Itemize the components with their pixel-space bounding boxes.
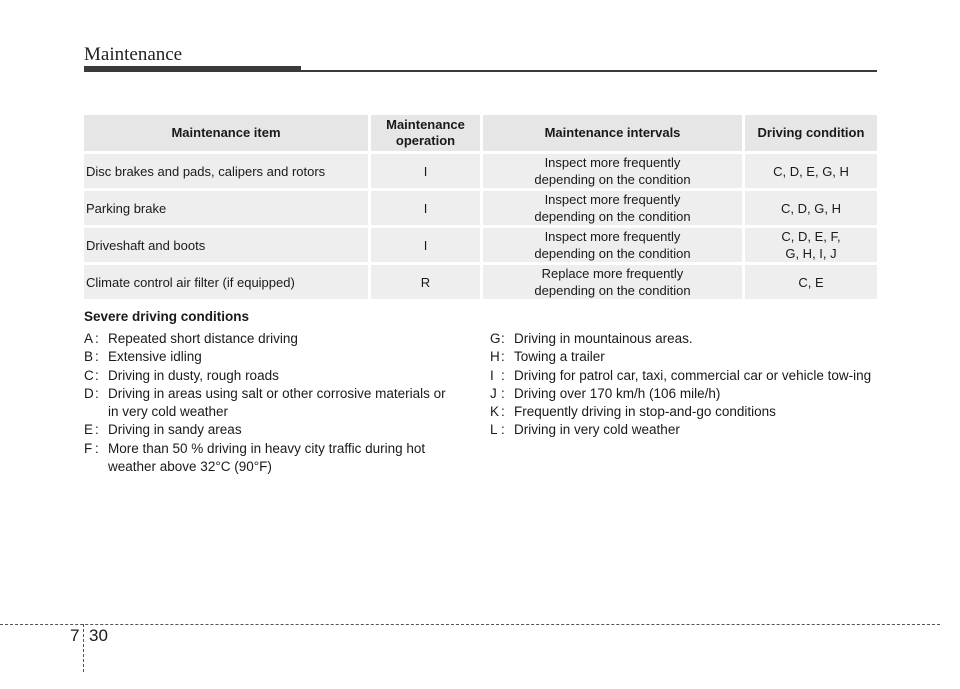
list-item: C : Driving in dusty, rough roads [84, 367, 454, 385]
list-item: E : Driving in sandy areas [84, 421, 454, 439]
condition-text: More than 50 % driving in heavy city traffic during hot weather above 32°C (90°F) [108, 440, 426, 475]
cell-operation: I [371, 154, 483, 188]
interval-line: depending on the condition [534, 246, 691, 261]
condition-letter: I [490, 367, 494, 383]
list-item: A : Repeated short distance driving [84, 330, 454, 348]
cell-item: Climate control air filter (if equipped) [84, 265, 371, 299]
conditions-list-left [84, 330, 454, 476]
list-item: L : Driving in very cold weather [490, 421, 878, 439]
list-item: D : Driving in areas using salt or other corrosive materials or in very cold weather [84, 385, 454, 422]
column-header-operation: Maintenance operation [371, 115, 483, 151]
condition-text: Towing a trailer [514, 349, 605, 365]
cell-operation: I [371, 228, 483, 262]
header-accent-bar [84, 66, 301, 72]
condition-text: Repeated short distance driving [108, 331, 298, 346]
condition-text: Driving in dusty, rough roads [108, 367, 279, 383]
cell-interval [483, 191, 745, 225]
cell-operation: I [371, 191, 483, 225]
severe-conditions-title: Severe driving conditions [84, 309, 250, 324]
column-header-item: Maintenance item [84, 115, 371, 151]
interval-line: depending on the condition [534, 172, 691, 187]
cell-item: Driveshaft and boots [84, 228, 371, 262]
cell-operation: R [371, 265, 483, 299]
conditions-list-right [490, 330, 878, 440]
list-item: F : More than 50 % driving in heavy city traffic during hot weather above 32°C (90°F) [84, 440, 454, 477]
table-row [84, 154, 877, 188]
table-row [84, 191, 877, 225]
list-item: J : Driving over 170 km/h (106 mile/h) [490, 385, 878, 403]
chapter-number: 7 [70, 626, 80, 645]
list-item: G : Driving in mountainous areas. [490, 330, 878, 348]
interval-line: Replace more frequently [541, 266, 684, 281]
cell-item: Parking brake [84, 191, 371, 225]
list-item: B : Extensive idling [84, 348, 454, 366]
page-number: 30 [89, 626, 108, 645]
condition-letter: E [84, 422, 94, 438]
condition-letter: B [84, 349, 94, 365]
cell-interval [483, 265, 745, 299]
condition-line: G, H, I, J [785, 246, 837, 261]
table-header-row [84, 115, 877, 151]
list-item: I : Driving for patrol car, taxi, commercial car or vehicle tow-ing [490, 367, 878, 385]
footer-page-separator [83, 624, 84, 672]
condition-letter: J [490, 385, 497, 401]
condition-letter: H [490, 349, 500, 365]
header-rule [301, 70, 877, 72]
maintenance-table [84, 112, 877, 302]
condition-letter: F [84, 440, 93, 456]
cell-condition [745, 228, 877, 262]
list-item: K : Frequently driving in stop-and-go conditions [490, 403, 878, 421]
condition-text: Driving over 170 km/h (106 mile/h) [514, 385, 721, 401]
condition-line: C, D, E, G, H [773, 163, 849, 179]
condition-letter: L [490, 422, 498, 438]
interval-line: depending on the condition [534, 283, 691, 298]
interval-line: Inspect more frequently [544, 155, 681, 170]
condition-text: Driving for patrol car, taxi, commercial car or vehicle tow-ing [514, 367, 872, 383]
condition-letter: A [84, 331, 94, 346]
page-header-title: Maintenance [84, 44, 183, 65]
cell-condition [745, 265, 877, 299]
condition-text: Frequently driving in stop-and-go conditions [514, 404, 776, 420]
column-header-intervals: Maintenance intervals [483, 115, 745, 151]
table-row [84, 228, 877, 262]
table-row [84, 265, 877, 299]
condition-text: Driving in areas using salt or other corrosive materials or in very cold weather [108, 385, 446, 420]
condition-letter: C [84, 367, 94, 383]
condition-text: Driving in mountainous areas. [514, 331, 693, 346]
condition-letter: K [490, 404, 500, 420]
cell-item: Disc brakes and pads, calipers and rotors [84, 154, 371, 188]
condition-line: C, D, G, H [781, 200, 841, 216]
cell-interval [483, 154, 745, 188]
interval-line: Inspect more frequently [544, 229, 681, 244]
cell-condition [745, 191, 877, 225]
list-item: H : Towing a trailer [490, 348, 878, 366]
condition-text: Driving in very cold weather [514, 422, 680, 438]
cell-interval [483, 228, 745, 262]
cell-condition [745, 154, 877, 188]
interval-line: Inspect more frequently [544, 192, 681, 207]
condition-text: Driving in sandy areas [108, 422, 242, 438]
condition-line: C, D, E, F, [781, 229, 841, 244]
condition-letter: G [490, 331, 501, 346]
column-header-condition: Driving condition [745, 115, 877, 151]
interval-line: depending on the condition [534, 209, 691, 224]
footer-divider [0, 624, 940, 625]
condition-letter: D [84, 385, 94, 401]
condition-line: C, E [798, 274, 824, 290]
condition-text: Extensive idling [108, 349, 202, 365]
